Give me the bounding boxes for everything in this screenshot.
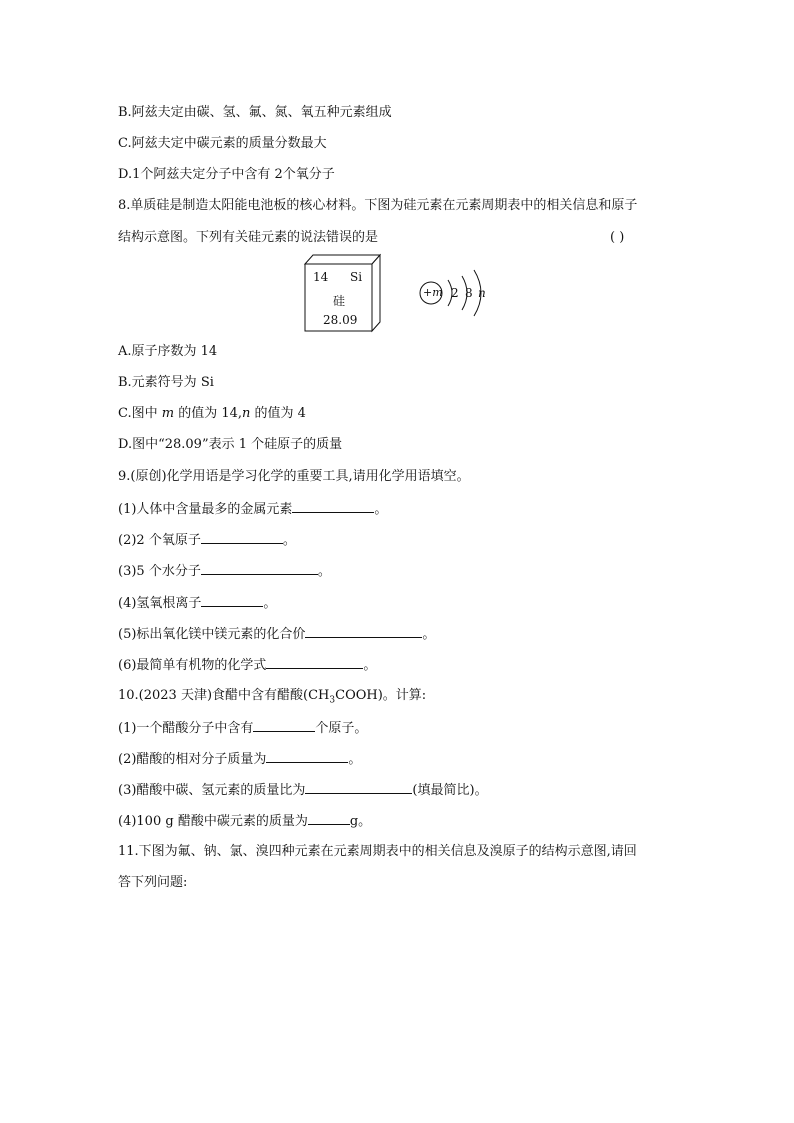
q11-stem-line1: 11.下图为氟、钠、氯、溴四种元素在元素周期表中的相关信息及溴原子的结构示意图,请回 (118, 844, 637, 859)
q9-item-2: (2)2 个氧原子 。 (118, 529, 296, 551)
answer-blank[interactable] (253, 717, 315, 732)
answer-blank[interactable] (266, 654, 363, 669)
q8-option-d: D.图中“28.09”表示 1 个硅原子的质量 (118, 437, 343, 452)
q9-stem: 9.(原创)化学用语是学习化学的重要工具,请用化学用语填空。 (118, 469, 470, 484)
atom-shell-1: 2 (451, 286, 459, 300)
q10-item-4: (4)100 g 醋酸中碳元素的质量为 g。 (118, 810, 371, 832)
q10-item-1: (1)一个醋酸分子中含有 个原子。 (118, 717, 367, 739)
q10-stem: 10.(2023 天津)食醋中含有醋酸$(CH_3COOH)$。计算: (118, 688, 427, 706)
answer-blank[interactable] (201, 560, 318, 575)
tile-element-name: 硅 (333, 294, 346, 308)
answer-blank[interactable] (201, 529, 283, 544)
answer-blank[interactable] (308, 810, 350, 825)
q9-item-1: (1)人体中含量最多的金属元素 。 (118, 498, 387, 520)
q8-stem-line2: 结构示意图。下列有关硅元素的说法错误的是 (118, 230, 379, 245)
answer-blank[interactable] (305, 623, 422, 638)
q7-option-b: B.阿兹夫定由碳、氢、氟、氮、氧五种元素组成 (118, 105, 392, 120)
atom-nucleus: +m (423, 286, 443, 299)
q7-option-d: D.1个阿兹夫定分子中含有 2个氧分子 (118, 167, 335, 182)
answer-blank[interactable] (266, 748, 348, 763)
tile-atomic-mass: 28.09 (323, 313, 358, 327)
atom-structure-diagram (0, 0, 794, 360)
tile-atomic-number: 14 (313, 270, 329, 284)
q8-stem-line1: 8.单质硅是制造太阳能电池板的核心材料。下图为硅元素在元素周期表中的相关信息和原子 (118, 198, 638, 213)
q9-item-3: (3)5 个水分子 。 (118, 560, 331, 582)
atom-shell-3: n (478, 286, 486, 300)
q10-item-3: (3)醋酸中碳、氢元素的质量比为 (填最简比)。 (118, 779, 488, 801)
q9-item-6: (6)最简单有机物的化学式 。 (118, 654, 376, 676)
q11-stem-line2: 答下列问题: (118, 875, 188, 890)
q9-item-4: (4)氢氧根离子 。 (118, 592, 276, 614)
tile-symbol: Si (350, 270, 363, 284)
q9-item-5: (5)标出氧化镁中镁元素的化合价 。 (118, 623, 435, 645)
answer-blank[interactable] (201, 592, 263, 607)
q8-option-c: C.图中 m 的值为 14,n 的值为 4 (118, 406, 306, 421)
q8-option-a: A.原子序数为 14 (118, 344, 218, 359)
answer-blank[interactable] (292, 498, 374, 513)
q10-item-2: (2)醋酸的相对分子质量为 。 (118, 748, 361, 770)
q7-option-c: C.阿兹夫定中碳元素的质量分数最大 (118, 136, 327, 151)
atom-shell-2: 8 (465, 286, 473, 300)
answer-blank[interactable] (305, 779, 412, 794)
q8-answer-paren: ( ) (610, 230, 625, 245)
q8-option-b: B.元素符号为 Si (118, 375, 214, 390)
